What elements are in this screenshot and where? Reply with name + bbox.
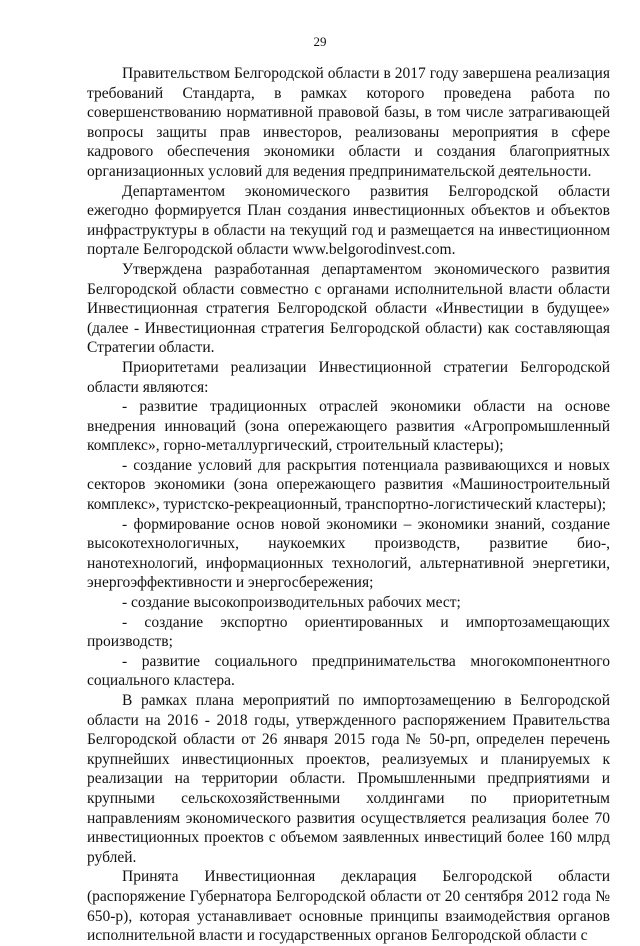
list-item-export-production: - создание экспортно ориентированных и импортозамещающих производств;	[87, 613, 610, 651]
paragraph-investment-declaration: Принята Инвестиционная декларация Белгородской области (распоряжение Губернатора Белгородской области от 20 сентября 2012 года № 650-р), которая устанавливает основные принципы взаимодействия органов исполнительной власти и государственных органов Белгородской области с	[87, 868, 610, 945]
list-item-jobs: - создание высокопроизводительных рабочих мест;	[122, 594, 461, 612]
paragraph-import-substitution: В рамках плана мероприятий по импортозамещению в Белгородской области на 2016 - 2018 годы, утвержденного распоряжением Правительства Белгородской области от 26 января 2015 года № 50-рп, определен перечень крупнейших инвестиционных проектов, реализуемых и планируемых к реализации на территории области. Промышленными предприятиями и крупными сельскохозяйственными холдингами по приоритетным направлениям экономического развития осуществляется реализация более 70 инвестиционных проектов с объемом заявленных инвестиций более 160 млрд рублей.	[87, 692, 610, 866]
paragraph-priorities-intro: Приоритетами реализации Инвестиционной стратегии Белгородской области являются:	[87, 358, 610, 396]
document-body	[87, 64, 610, 946]
paragraph-standard-implementation: Правительством Белгородской области в 2017 году завершена реализация требований Стандарта, в рамках которого проведена работа по совершенствованию нормативной правовой базы, в том числе затрагивающей вопросы защиты прав инвесторов, реализованы мероприятия в сфере кадрового обеспечения экономики области и создания благоприятных организационных условий для ведения предпринимательской деятельности.	[87, 65, 610, 180]
paragraph-investment-strategy: Утверждена разработанная департаментом экономического развития Белгородской области совместно с органами исполнительной власти области Инвестиционная стратегия Белгородской области «Инвестиции в будущее» (далее - Инвестиционная стратегия Белгородской области) как составляющая Стратегии области.	[87, 260, 610, 357]
page-number: 29	[313, 34, 327, 49]
list-item-social-entrepreneurship: - развитие социального предпринимательства многокомпонентного социального кластера.	[87, 652, 610, 690]
paragraph-investment-plan: Департаментом экономического развития Белгородской области ежегодно формируется План создания инвестиционных объектов и объектов инфраструктуры в области на текущий год и размещается на инвестиционном портале Белгородской области www.belgorodinvest.com.	[87, 182, 610, 259]
list-item-new-sectors: - создание условий для раскрытия потенциала развивающихся и новых секторов экономики (зона опережающего развития «Машиностроительный комплекс», туристско-рекреационный, транспортно-логистический кластеры);	[87, 456, 610, 514]
list-item-traditional-sectors: - развитие традиционных отраслей экономики области на основе внедрения инноваций (зона опережающего развития «Агропромышленный комплекс», горно-металлургический, строительный кластеры);	[87, 398, 610, 455]
list-item-knowledge-economy: - формирование основ новой экономики – экономики знаний, создание высокотехнологичных, наукоемких производств, развитие био-, нанотехнологий, информационных технологий, альтернативной энергетики, энергоэффективности и энергосбережения;	[87, 515, 610, 592]
